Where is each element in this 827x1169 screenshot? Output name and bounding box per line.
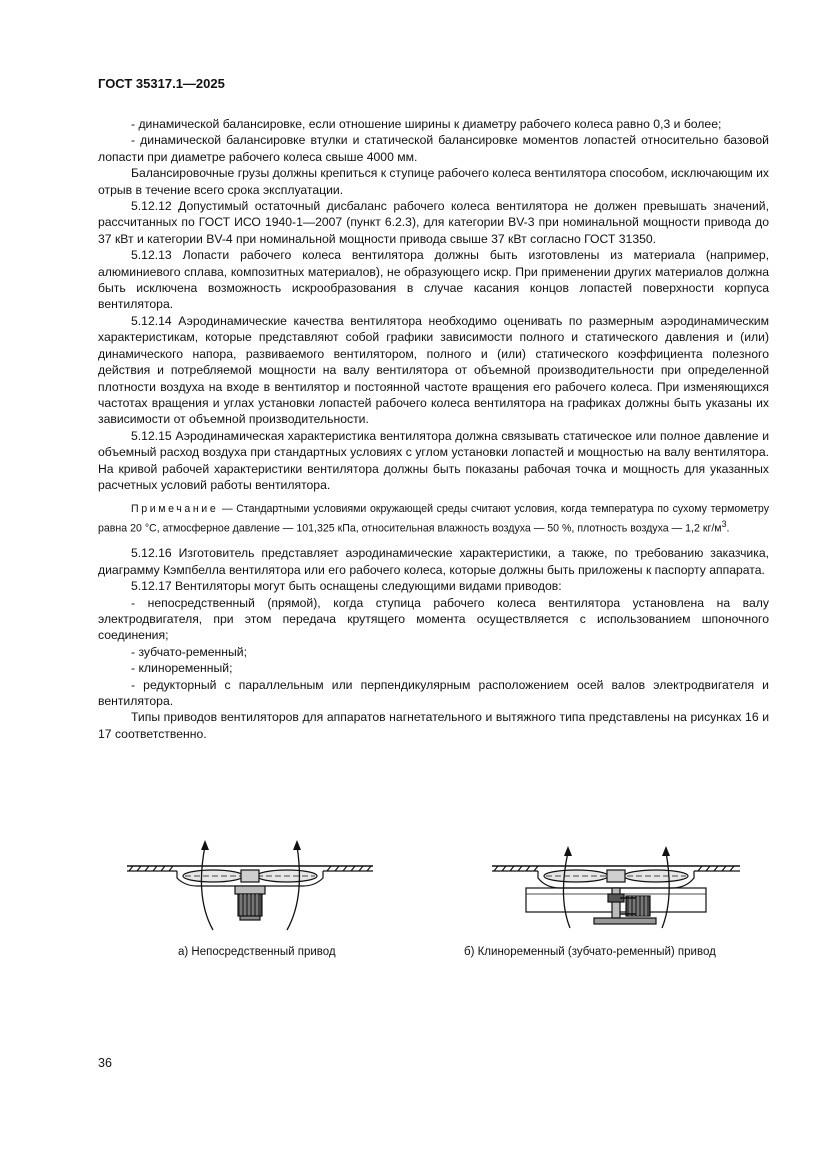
- paragraph: Типы приводов вентиляторов для аппаратов нагнетательного и вытяжного типа представлены на рисунках 16 и 17 соответственно.: [98, 710, 769, 741]
- paragraph: 5.12.17 Вентиляторы могут быть оснащены следующими видами приводов:: [131, 579, 562, 594]
- body-text: [98, 116, 769, 742]
- paragraph: - редукторный с параллельным или перпендикулярным расположением осей валов электродвигателя и вентилятора.: [98, 677, 769, 708]
- paragraph: - динамической балансировке, если отношение ширины к диаметру рабочего колеса равно 0,3 и более;: [131, 117, 722, 131]
- figure-belt-drive: [490, 846, 742, 930]
- note-label: Примечание: [131, 503, 219, 516]
- figure-direct-drive: [125, 838, 375, 933]
- figure-b-caption: б) Клиноременный (зубчато-ременный) привод: [464, 946, 716, 958]
- note-superscript: 3: [721, 518, 727, 529]
- paragraph: 5.12.12 Допустимый остаточный дисбаланс рабочего колеса вентилятора не должен превышать значений, рассчитанных по ГОСТ ИСО 1940-1—2007 (пункт 6.2.3), для категории BV-3 при номинальной мощности привода до 37 кВт и категории BV-4 при номинальной мощности привода свыше 37 кВт согласно ГОСТ 31350.: [98, 199, 769, 246]
- paragraph: - динамической балансировке втулки и статической балансировке моментов лопастей относительно базовой лопасти при диаметре рабочего колеса свыше 4000 мм.: [98, 133, 769, 164]
- paragraph: 5.12.15 Аэродинамическая характеристика вентилятора должна связывать статическое или полное давление и объемный расход воздуха при стандартных условиях с углом установки лопастей и мощностью на валу вентилятора. На кривой рабочей характеристики вентилятора должны быть показаны рабочая точка и мощность для указанных расчетных условий работы вентилятора.: [98, 428, 769, 492]
- note-text: — Стандартными условиями окружающей среды считают условия, когда температура по сухому термометру равна 20 °C, атмосферное давление — 101,325 кПа, относительная влажность воздуха — 50 %, плотность воздуха — 1,2 кг/м: [98, 503, 769, 535]
- note-end: .: [726, 522, 730, 535]
- paragraph: Балансировочные грузы должны крепиться к ступице рабочего колеса вентилятора способом, исключающим их отрыв в течение всего срока эксплуатации.: [98, 166, 769, 197]
- page-number: 36: [98, 1056, 112, 1070]
- paragraph: 5.12.16 Изготовитель представляет аэродинамические характеристики, а также, по требованию заказчика, диаграмму Кэмпбелла вентилятора или его рабочего колеса, которые должны быть приложены к паспорту аппарата.: [98, 546, 769, 577]
- paragraph: 5.12.14 Аэродинамические качества вентилятора необходимо оценивать по размерным аэродинамическим характеристикам, которые представляют собой графики зависимости полного и статического давления и (или) динамического напора, развиваемого вентилятором, полного и (или) статического коэффициента полезного действия и потребляемой мощности на валу вентилятора от объемной производительности при определенной плотности воздуха на входе в вентилятор и постоянной частоте вращения его рабочего колеса. При изменяющихся частотах вращения и углах установки лопастей рабочего колеса вентилятора на графиках должны быть указаны их зависимости от объемной производительности.: [98, 313, 769, 427]
- paragraph: - клиноременный;: [131, 661, 233, 676]
- document-header: ГОСТ 35317.1—2025: [98, 76, 225, 91]
- note: [98, 502, 769, 535]
- paragraph: - непосредственный (прямой), когда ступица рабочего колеса вентилятора установлена на валу электродвигателя, при этом передача крутящего момента осуществляется с использованием шпоночного соединения;: [98, 595, 769, 643]
- figure-a-caption: а) Непосредственный привод: [178, 946, 336, 958]
- paragraph: - зубчато-ременный;: [131, 644, 247, 659]
- paragraph: 5.12.13 Лопасти рабочего колеса вентилятора должны быть изготовлены из материала (например, алюминиевого сплава, композитных материалов), не образующего искр. При применении других материалов должна быть исключена возможность искрообразования в случае касания концов лопастей поверхности корпуса вентилятора.: [98, 248, 769, 312]
